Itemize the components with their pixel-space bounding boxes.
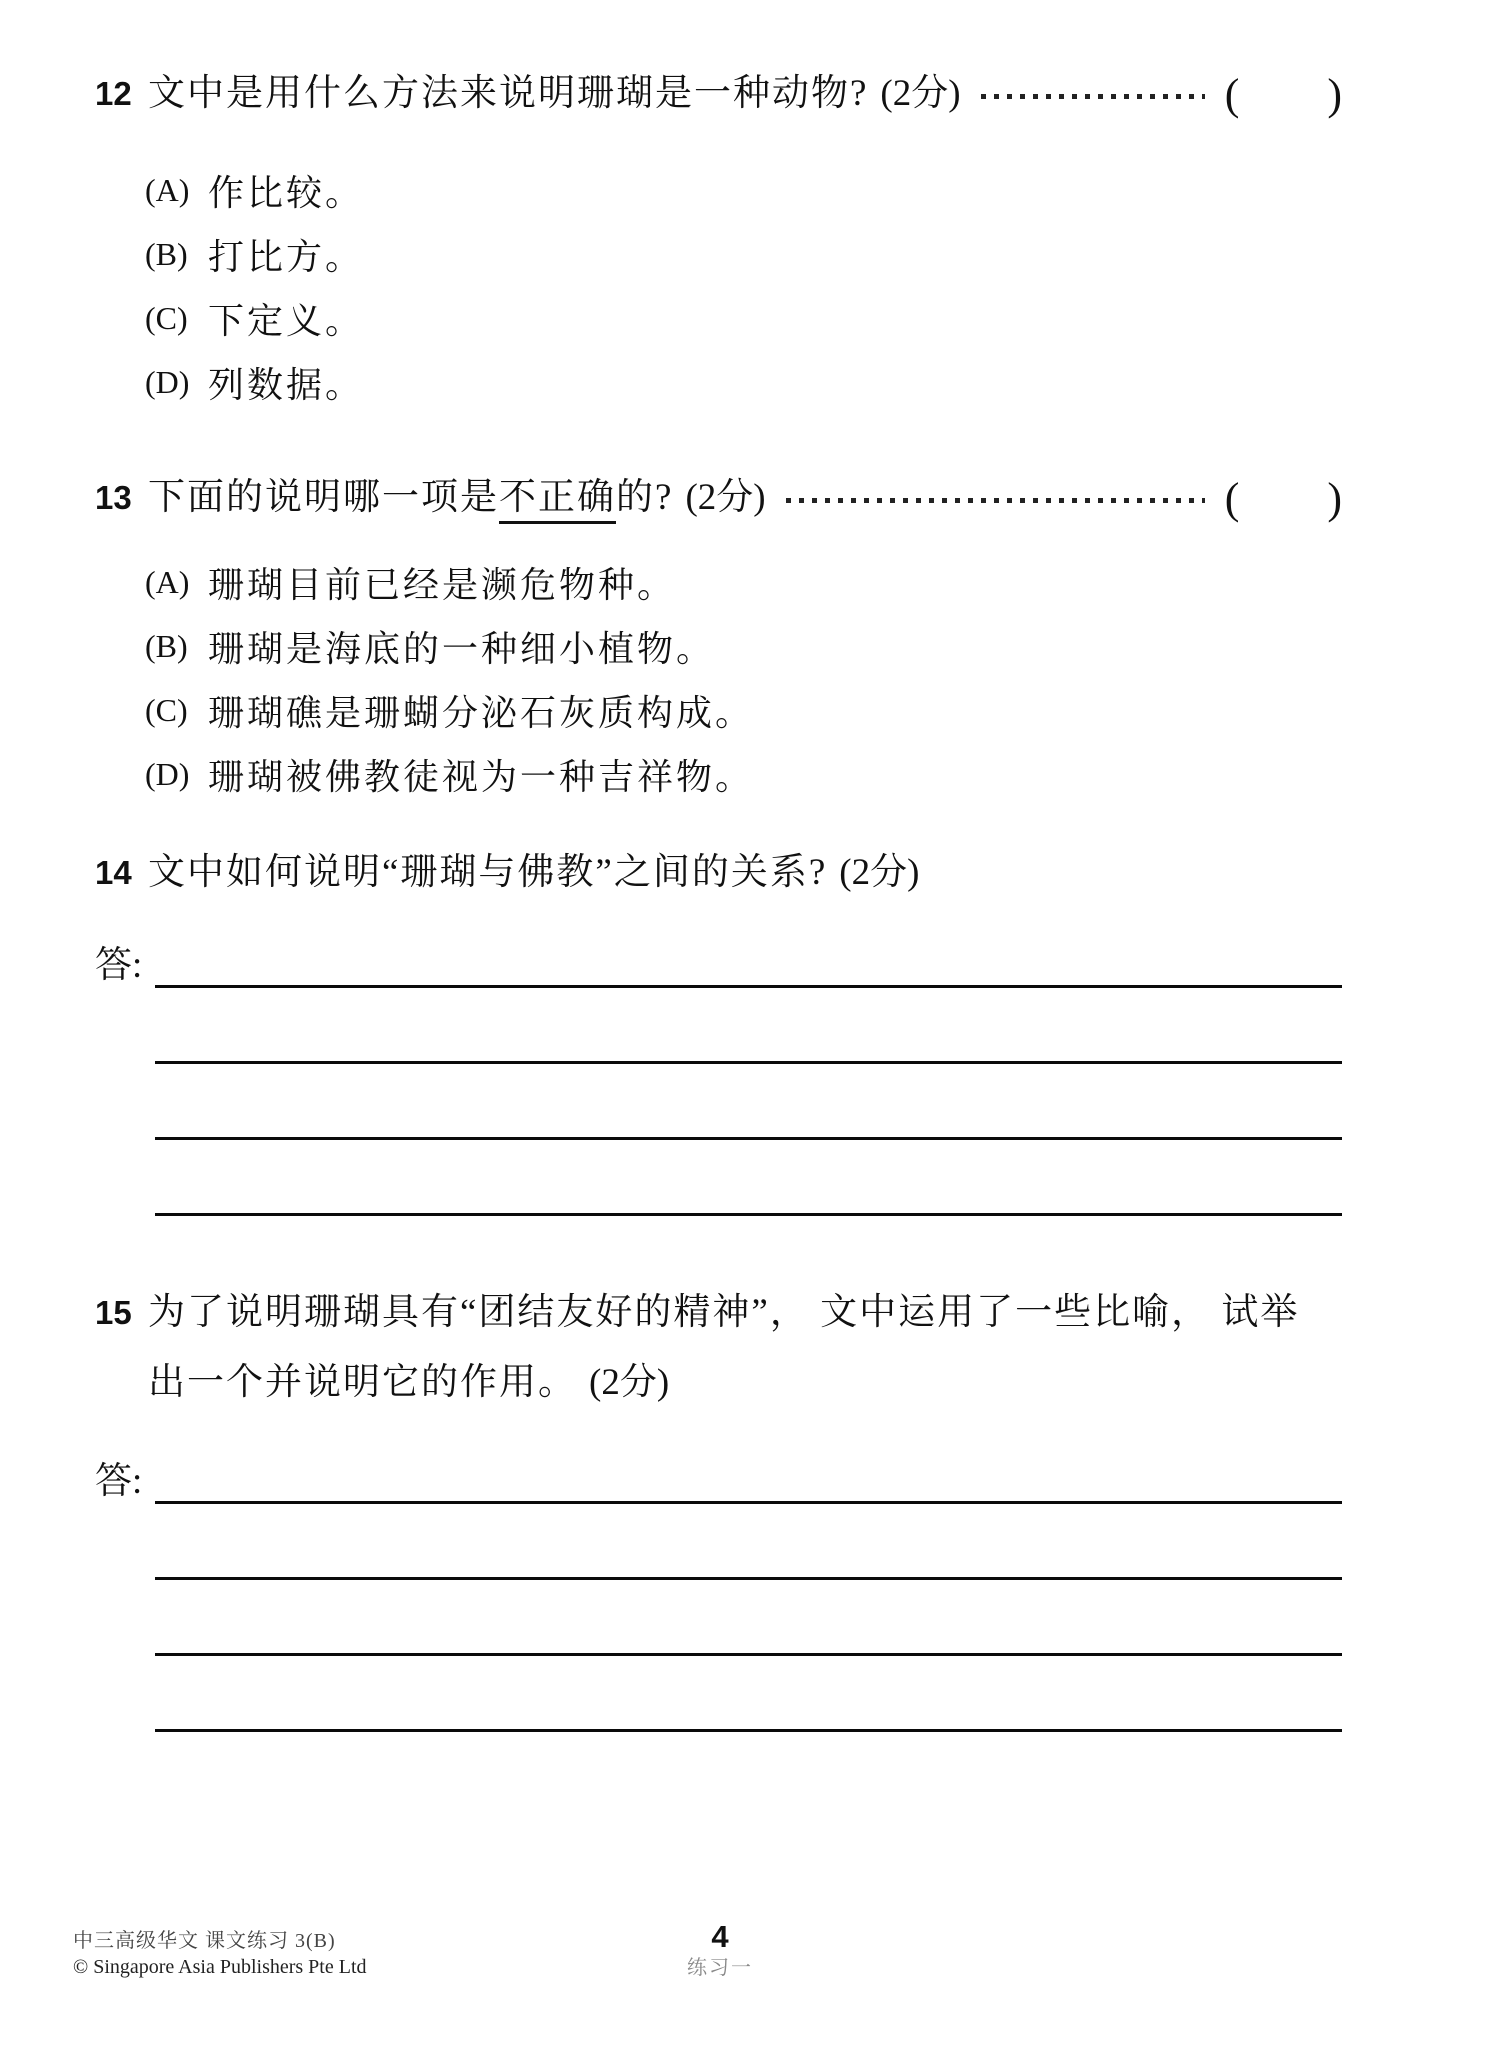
- option-label: (C): [145, 691, 188, 728]
- question-15: [95, 1278, 1342, 1732]
- bracket-close: ): [1327, 70, 1342, 119]
- bracket-close: ): [1327, 474, 1342, 523]
- answer-line: [155, 1577, 1342, 1580]
- question-number: 13: [95, 479, 132, 516]
- option-text: 珊瑚礁是珊蝴分泌石灰质构成。: [208, 692, 755, 733]
- page-number: 4: [711, 1919, 729, 1954]
- option-label: (A): [145, 171, 190, 208]
- question-text: [148, 845, 919, 901]
- answer-line: [155, 1137, 1342, 1140]
- question-text-main: 文中如何说明“珊瑚与佛教”之间的关系?: [148, 852, 828, 893]
- question-text-line1: 为了说明珊瑚具有“团结友好的精神”， 文中运用了一些比喻， 试举: [148, 1292, 1300, 1333]
- option-b: [145, 614, 1342, 678]
- dotted-leader: [981, 94, 1205, 99]
- option-label: (B): [145, 627, 188, 664]
- answer-label: 答:: [95, 945, 143, 986]
- option-label: (C): [145, 299, 188, 336]
- footer-left: [73, 1928, 367, 1980]
- answer-label-row: [95, 936, 1342, 988]
- question-text-pre: 下面的说明哪一项是: [148, 477, 499, 518]
- question-12-header: [95, 66, 1342, 124]
- answer-line: [155, 1501, 1342, 1504]
- question-text: [148, 1278, 1299, 1418]
- option-label: (D): [145, 363, 190, 400]
- answer-line: [155, 1653, 1342, 1656]
- option-b: [145, 222, 1342, 286]
- question-15-header: [95, 1278, 1342, 1418]
- options-list: [95, 158, 1342, 414]
- option-label: (B): [145, 235, 188, 272]
- option-d: [145, 350, 1342, 414]
- option-label: (D): [145, 755, 190, 792]
- question-14: [95, 845, 1342, 1216]
- option-text: 打比方。: [208, 236, 365, 277]
- option-text: 作比较。: [208, 172, 365, 213]
- answer-line: [155, 1061, 1342, 1064]
- option-text: 珊瑚被佛教徒视为一种吉祥物。: [208, 756, 755, 797]
- option-text: 列数据。: [208, 364, 365, 405]
- answer-brackets: [1225, 470, 1342, 528]
- option-c: [145, 286, 1342, 350]
- answer-brackets: [1225, 66, 1342, 124]
- marks-label: (2分): [589, 1362, 670, 1403]
- answer-label: 答:: [95, 1461, 143, 1502]
- answer-line: [155, 1729, 1342, 1732]
- marks-label: (2分): [685, 477, 766, 518]
- marks-label: (2分): [839, 852, 920, 893]
- question-14-header: [95, 845, 1342, 901]
- option-text: 下定义。: [208, 300, 365, 341]
- question-13-header: [95, 470, 1342, 528]
- copyright-notice: © Singapore Asia Publishers Pte Ltd: [73, 1956, 367, 1978]
- answer-label-row: [95, 1452, 1342, 1504]
- marks-label: (2分): [880, 73, 961, 114]
- answer-area: [95, 1452, 1342, 1732]
- book-title: 中三高级华文 课文练习 3(B): [73, 1930, 336, 1952]
- answer-line: [155, 1213, 1342, 1216]
- option-label: (A): [145, 563, 190, 600]
- question-text-line2: 出一个并说明它的作用。: [148, 1362, 577, 1403]
- option-c: [145, 678, 1342, 742]
- underlined-text: 不正确: [499, 477, 616, 524]
- question-text: [148, 470, 766, 528]
- question-text-main: 文中是用什么方法来说明珊瑚是一种动物?: [148, 73, 869, 114]
- question-13: [95, 470, 1342, 806]
- answer-area: [95, 936, 1342, 1216]
- question-text: [148, 66, 961, 124]
- question-12: [95, 66, 1342, 414]
- option-text: 珊瑚目前已经是濒危物种。: [208, 564, 677, 605]
- option-d: [145, 742, 1342, 806]
- section-name: 练习一: [687, 1957, 753, 1979]
- option-text: 珊瑚是海底的一种细小植物。: [208, 628, 716, 669]
- question-number: 14: [95, 854, 132, 891]
- options-list: [95, 550, 1342, 806]
- option-a: [145, 550, 1342, 614]
- dotted-leader: [786, 498, 1205, 503]
- bracket-open: (: [1224, 70, 1240, 119]
- question-number: 15: [95, 1294, 132, 1331]
- question-number: 12: [95, 75, 132, 112]
- answer-line: [155, 985, 1342, 988]
- bracket-open: (: [1224, 474, 1240, 523]
- question-text-post: 的?: [616, 477, 674, 518]
- option-a: [145, 158, 1342, 222]
- footer-center: [655, 1920, 785, 1980]
